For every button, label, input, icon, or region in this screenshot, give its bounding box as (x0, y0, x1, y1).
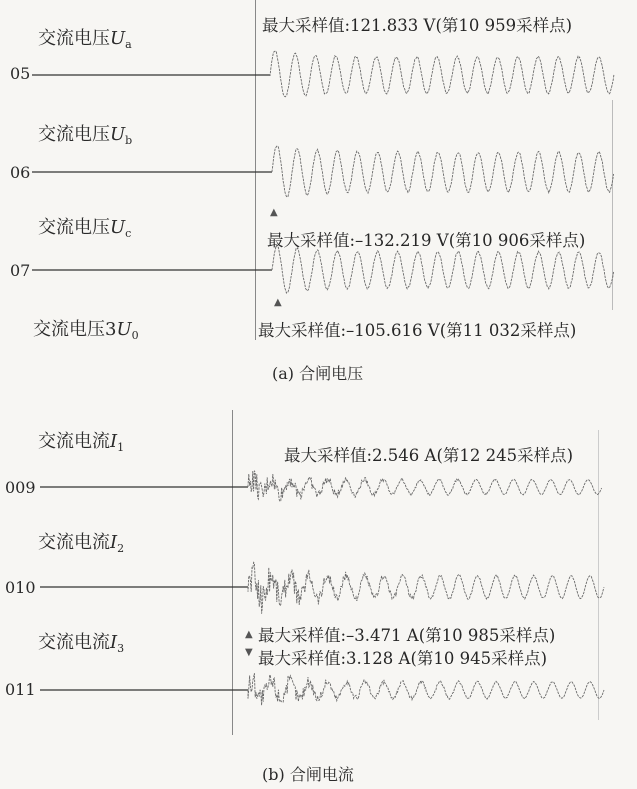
waveform-07 (272, 245, 614, 293)
annotation-i2-max: 最大采样值:–3.471 A(第10 985采样点) (258, 626, 556, 645)
waveform-010 (248, 562, 604, 613)
waveform-05 (270, 51, 614, 97)
caption-a: (a) 合闸电压 (272, 364, 364, 383)
marker-triangle-up: ▲ (245, 629, 253, 640)
channel-label-uc: 交流电压$U_c$ (38, 217, 132, 240)
channel-number-06: 06 (10, 163, 31, 182)
annotation-uc-max: 最大采样值:–132.219 V(第10 906采样点) (267, 231, 586, 250)
channel-number-011: 011 (5, 680, 36, 699)
channel-number-05: 05 (10, 64, 31, 83)
channel-label-ua: 交流电压$U_a$ (38, 28, 132, 51)
channel-label-i1: 交流电流$I_1$ (38, 431, 125, 454)
annotation-i1-max: 最大采样值:2.546 A(第12 245采样点) (284, 446, 574, 465)
channel-label-i2: 交流电流$I_2$ (38, 532, 125, 555)
channel-number-07: 07 (10, 261, 31, 280)
channel-number-010: 010 (5, 578, 36, 597)
caption-b: (b) 合闸电流 (262, 765, 354, 784)
annotation-ua-max: 最大采样值:121.833 V(第10 959采样点) (262, 16, 573, 35)
waveform-009 (248, 471, 602, 502)
waveform-011 (248, 673, 604, 705)
waveform-06 (272, 146, 614, 197)
marker-triangle-up: ▲ (274, 297, 282, 308)
channel-label-3u0: 交流电压$3U_0$ (33, 319, 139, 342)
channel-label-i3: 交流电流$I_3$ (38, 632, 125, 655)
channel-label-ub: 交流电压$U_b$ (38, 124, 133, 147)
marker-triangle-down: ▼ (245, 647, 253, 658)
annotation-3u0-max: 最大采样值:–105.616 V(第11 032采样点) (258, 321, 577, 340)
channel-number-009: 009 (5, 478, 36, 497)
annotation-i3-max: 最大采样值:3.128 A(第10 945采样点) (258, 649, 548, 668)
marker-triangle-up: ▲ (270, 207, 278, 218)
